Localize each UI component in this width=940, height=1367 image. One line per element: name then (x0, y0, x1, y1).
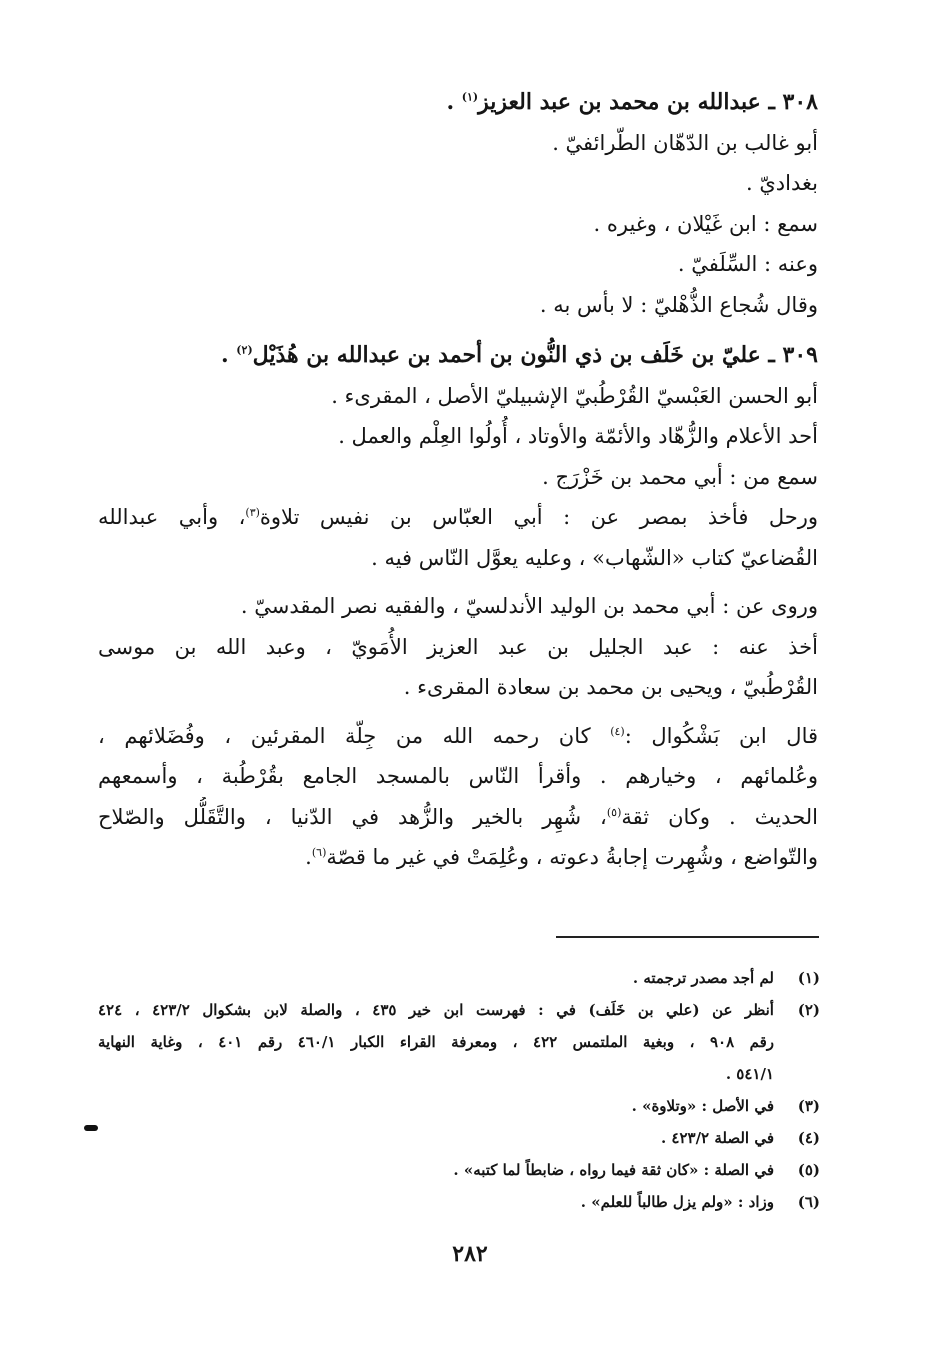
text-line: قال ابن بَشْكُوال :$^{(٤)}$ كان رحمه الله من جِلّة المقرئين ، وفُضَلائهم ، (98, 723, 818, 748)
text-line: وعُلمائهم ، وخيارهم . وأقرأ النّاس بالمسجد الجامع بقُرْطُبة ، وأسمعهم (98, 764, 818, 788)
footnote-divider (556, 936, 819, 938)
footnote (98, 1186, 820, 1218)
footnote-text: في الأصل : «وتلاوة» . (631, 1097, 774, 1115)
text-line: أبو غالب بن الدّهّان الطّرائفيّ . (552, 130, 818, 155)
text-line: والتّواضع ، وشُهِرت إجابةُ دعوته ، وعُلِمَتْ في غير ما قصّة$^{(٦)}$. (305, 845, 818, 869)
page-number: ٢٨٢ (452, 1241, 488, 1267)
text-line: القُرْطُبيّ ، ويحيى بن محمد بن سعادة المقرىء . (403, 675, 818, 699)
footnote-text: رقم ٩٠٨ ، وبغية الملتمس ٤٢٢ ، ومعرفة القراء الكبار ٤٦٠/١ رقم ٤٠١ ، وغاية النهاية (98, 1033, 774, 1051)
text-line: القُضاعيّ كتاب «الشّهاب» ، وعليه يعوَّل النّاس فيه . (371, 545, 818, 570)
text-line: سمع من : أبي محمد بن خَزْرَج . (542, 464, 818, 489)
text-line: أخذ عنه : عبد الجليل بن عبد العزيز الأُمَويّ ، وعبد الله بن موسى (98, 634, 818, 659)
footnote-text: في الصلة ٤٢٣/٢ . (660, 1129, 774, 1147)
footnote-ref: (٢) (236, 343, 253, 357)
travel-paragraph (98, 497, 818, 578)
text-line: أبو الحسن العَبْسيّ القُرْطُبيّ الإشبيليّ الأصل ، المقرىء . (331, 383, 818, 408)
text-line: وروى عن : أبي محمد بن الوليد الأندلسيّ ، والفقيه نصر المقدسيّ . (240, 594, 818, 618)
footnote (98, 1154, 820, 1186)
text-line: بغداديّ . (746, 171, 818, 195)
footnote (98, 1090, 820, 1122)
footnote-text: أنظر عن (علي بن خَلَف) في : فهرست ابن خير ٤٣٥ ، والصلة لابن بشكوال ٤٢٣/٢ ، ٤٢٤ (98, 1001, 774, 1019)
footnote-text: في الصلة : «كان ثقة فيما رواه ، ضابطاً لما كتبه» . (453, 1161, 774, 1179)
footnote-text: ٥٤١/١ . (725, 1065, 774, 1083)
students-paragraph (98, 627, 818, 708)
narrated-paragraph (98, 586, 818, 627)
footnote (98, 962, 820, 994)
footnote-text: لم أجد مصدر ترجمته . (632, 969, 774, 987)
footnote-ref: (١) (461, 90, 479, 104)
footnote-number: (١) (797, 969, 820, 987)
footnote (98, 1122, 820, 1154)
footnote-number: (٥) (797, 1161, 820, 1179)
text-line: سمع : ابن غَيْلان ، وغيره . (593, 211, 818, 236)
footnote-number: (٦) (797, 1193, 820, 1211)
footnote-text: وزاد : «ولم يزل طالباً للعلم» . (580, 1193, 774, 1211)
text-line: الحديث . وكان ثقة$^{(٥)}$، شُهِر بالخير والزُّهد في الدّنيا ، والتَّقَلُّل والصّلاح (98, 804, 818, 829)
scan-speck (84, 1125, 98, 1131)
footnotes (98, 962, 820, 1218)
footnote-ref: (٥) (606, 805, 622, 819)
quote-paragraph (98, 716, 818, 878)
text-line: وعنه : السِّلَفيّ . (677, 252, 818, 276)
footnote-number: (٤) (797, 1129, 820, 1147)
text-line: أحد الأعلام والزُّهّاد والأئمّة والأوتاد ، أُولُوا العِلْم والعمل . (338, 424, 818, 448)
entry-heading: ٣٠٩ ـ عليّ بن خَلَف بن ذي النُّون بن أحمد بن عبدالله بن هُذَيْل$^{(٢)}$ . (220, 342, 818, 368)
footnote (98, 994, 820, 1090)
footnote-number: (٢) (797, 1001, 820, 1019)
footnote-ref: (٦) (311, 846, 327, 859)
text-line: ورحل فأخذ بمصر عن : أبي العبّاس بن نفيس تلاوة$^{(٣)}$، وأبي عبدالله (98, 505, 818, 529)
main-text (98, 82, 818, 878)
footnote-number: (٣) (797, 1097, 820, 1115)
entry-heading: ٣٠٨ ـ عبدالله بن محمد بن عبد العزيز$^{(١)}$ . (446, 89, 818, 115)
entry-309 (98, 335, 818, 878)
text-line: وقال شُجاع الذُّهْليّ : لا بأس به . (539, 292, 818, 317)
footnote-ref: (٤) (610, 724, 625, 738)
entry-308 (98, 82, 818, 325)
footnote-ref: (٣) (245, 506, 260, 519)
